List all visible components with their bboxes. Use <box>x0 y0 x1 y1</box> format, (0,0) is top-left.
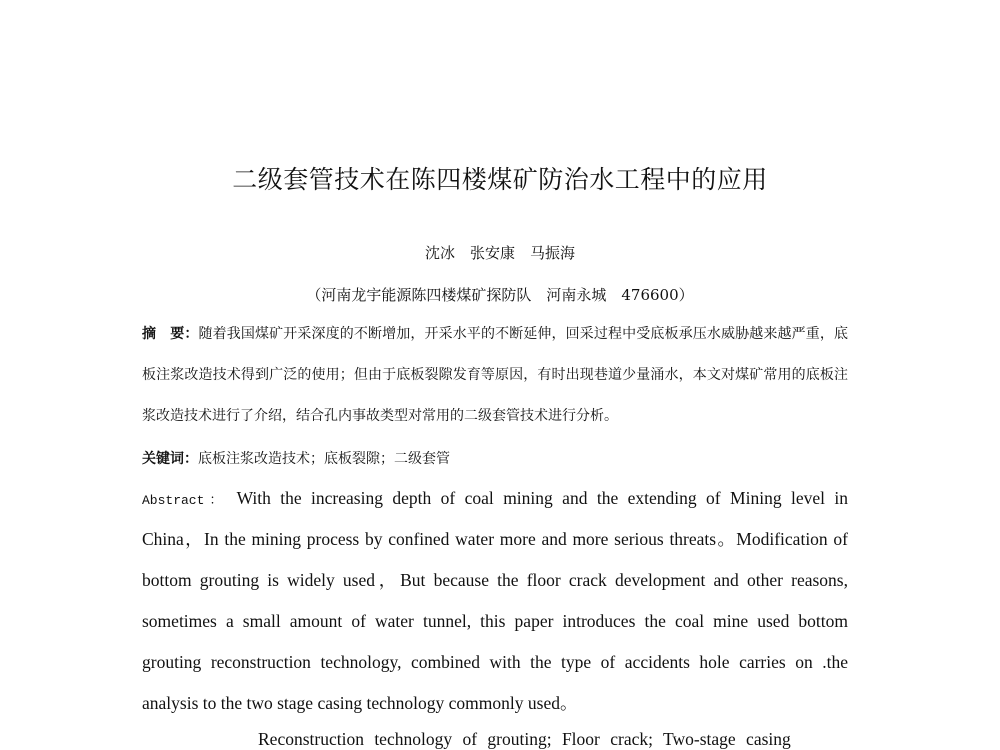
affiliation: （河南龙宇能源陈四楼煤矿探防队 河南永城 476600） <box>306 286 694 304</box>
keywords-cn-label: 关键词： <box>142 451 198 467</box>
keywords-cn <box>142 439 848 480</box>
abstract-en-line: bottom grouting is widely used，But because the floor crack development and other reasons, <box>142 570 848 590</box>
abstract-en-line <box>142 478 848 521</box>
abstract-cn-text: 随着我国煤矿开采深度的不断增加，开采水平的不断延伸，回采过程中受底板承压水威胁越来越严重，底板注浆改造技术得到广泛的使用；但由于底板裂隙发育等原因，有时出现巷道少量涌水，本文对煤矿常用的底板注浆改造技术进行了介绍，结合孔内事故类型对常用的二级套管技术进行分析。 <box>142 326 849 424</box>
paper-title: 二级套管技术在陈四楼煤矿防治水工程中的应用 <box>232 165 768 194</box>
abstract-en-label: Abstract： <box>142 493 228 508</box>
keywords-cn-text: 底板注浆改造技术；底板裂隙；二级套管 <box>198 451 450 467</box>
abstract-cn-label: 摘 要： <box>142 326 199 342</box>
abstract-en-line: grouting reconstruction technology, combined with the type of accidents hole carries on .the <box>142 652 848 672</box>
abstract-en-line: analysis to the two stage casing technology commonly used。 <box>142 693 578 713</box>
abstract-en-text: With the increasing depth of coal mining and the extending of Mining level in <box>236 488 848 508</box>
keywords-en: Reconstruction technology of grouting; Floor crack; Two-stage casing <box>258 729 791 749</box>
authors: 沈冰 张安康 马振海 <box>424 244 575 262</box>
abstract-en-line: sometimes a small amount of water tunnel, this paper introduces the coal mine used bottom <box>142 611 848 631</box>
abstract-cn <box>142 314 848 437</box>
abstract-en-line: China，In the mining process by confined water more and more serious threats。Modification of <box>142 529 848 549</box>
